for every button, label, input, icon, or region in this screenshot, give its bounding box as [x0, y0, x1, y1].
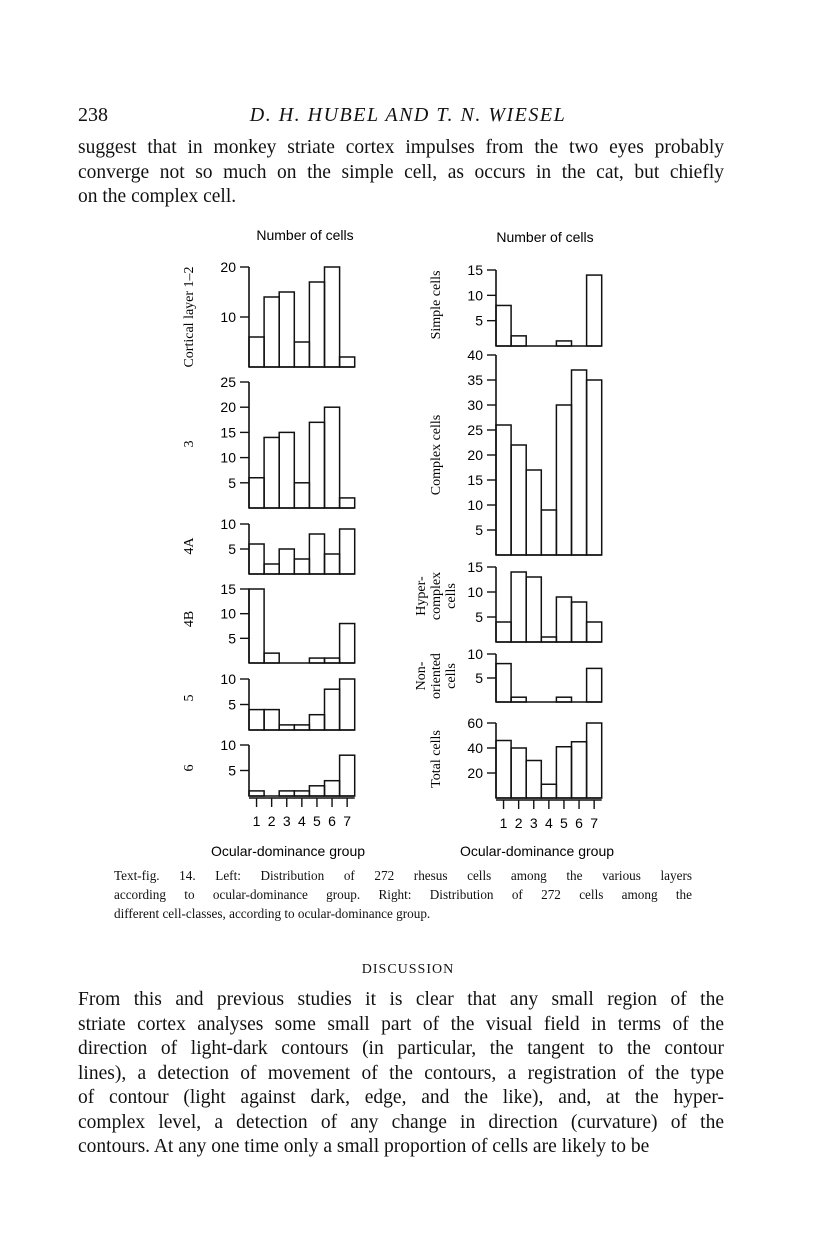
panel-label-line: 4B: [182, 610, 197, 628]
bar: [496, 425, 511, 555]
bar: [309, 786, 324, 796]
chart-panel-5: [182, 671, 355, 730]
bar: [340, 679, 355, 730]
y-tick-label: 5: [228, 696, 236, 713]
y-tick-label: 25: [220, 374, 236, 390]
chart-panel-8: [429, 347, 602, 555]
bar: [526, 470, 541, 555]
text-line: lines), a detection of movement of the contours, a registration of the type: [78, 1062, 724, 1084]
bar: [264, 437, 279, 508]
caption-line: Text-fig. 14. Left: Distribution of 272 rhesus cells among the various layers: [114, 868, 692, 883]
bar: [587, 723, 602, 798]
y-tick-label: 15: [467, 472, 483, 488]
panel-label-line: Simple cells: [429, 270, 444, 340]
y-tick-label: 15: [467, 262, 483, 278]
running-head: D. H. HUBEL AND T. N. WIESEL: [249, 104, 567, 126]
bar: [249, 478, 264, 508]
panel-label-line: cells: [444, 663, 459, 689]
y-tick-label: 5: [475, 522, 483, 538]
page-number: 238: [78, 104, 108, 126]
bar: [309, 534, 324, 574]
y-tick-label: 60: [467, 715, 483, 731]
caption-line: according to ocular-dominance group. Right: Distribution of 272 cells among the: [114, 887, 692, 902]
y-tick-label: 10: [220, 671, 236, 687]
chart-panel-3: [182, 516, 355, 574]
bar: [249, 589, 264, 663]
bar: [249, 710, 264, 730]
y-tick-label: 10: [220, 516, 236, 532]
panel-label-line: Total cells: [429, 730, 444, 788]
bar: [511, 572, 526, 642]
y-tick-label: 5: [228, 762, 236, 779]
bar: [340, 624, 355, 663]
panel-label-line: 5: [182, 694, 197, 702]
bar: [264, 297, 279, 367]
panel-label: [182, 765, 197, 772]
chart-panel-9: [414, 559, 602, 642]
figure-caption: [114, 866, 692, 923]
bar: [511, 336, 526, 346]
y-tick-label: 40: [467, 740, 483, 756]
bar: [556, 597, 571, 642]
y-tick-label: 35: [467, 372, 483, 388]
bar: [587, 275, 602, 346]
left-title: Number of cells: [256, 227, 354, 243]
panel-label: [414, 572, 459, 620]
bar: [294, 483, 309, 508]
y-tick-label: 10: [467, 646, 483, 662]
bar: [309, 422, 324, 508]
text-line: From this and previous studies it is clear that any small region of the: [78, 989, 724, 1010]
x-tick-label: 4: [297, 813, 306, 829]
chart-panel-6: [182, 737, 355, 796]
right-title: Number of cells: [496, 229, 594, 245]
bar: [496, 622, 511, 642]
panel-label: [182, 266, 197, 367]
bar: [556, 405, 571, 555]
bar: [340, 529, 355, 574]
y-tick-label: 15: [220, 581, 236, 597]
y-tick-label: 10: [220, 605, 236, 622]
x-tick-label: 1: [499, 815, 508, 831]
bar: [325, 554, 340, 574]
x-tick-label: 2: [267, 813, 276, 829]
x-axis-right: [496, 800, 602, 831]
x-tick-label: 3: [529, 815, 538, 831]
panel-label: [429, 271, 444, 340]
bar: [325, 689, 340, 730]
section-heading: DISCUSSION: [361, 962, 455, 977]
bar: [556, 747, 571, 798]
y-tick-label: 40: [467, 347, 483, 363]
bar: [309, 282, 324, 367]
discussion-paragraph: [78, 988, 724, 1160]
plot-area: [182, 259, 602, 831]
bar: [572, 742, 587, 798]
panel-label: [414, 653, 459, 699]
bar: [496, 664, 511, 702]
y-tick-label: 10: [220, 449, 236, 466]
bar: [325, 407, 340, 508]
bar: [279, 549, 294, 574]
text-line: direction of light-dark contours (in particular, the tangent to the contour: [78, 1038, 724, 1059]
left-xlabel: Ocular-dominance group: [210, 843, 366, 859]
text-line: on the complex cell.: [78, 186, 237, 207]
y-tick-label: 25: [467, 422, 483, 438]
y-tick-label: 5: [228, 474, 236, 491]
bar: [587, 668, 602, 702]
bar: [325, 781, 340, 796]
y-tick-label: 5: [228, 541, 236, 557]
y-tick-label: 10: [220, 737, 236, 753]
y-tick-label: 20: [220, 259, 236, 275]
bar: [279, 292, 294, 367]
x-tick-label: 5: [313, 813, 321, 829]
bar: [325, 267, 340, 367]
chart-panel-7: [429, 262, 602, 346]
chart-panel-4: [182, 581, 355, 663]
y-tick-label: 20: [467, 447, 483, 463]
x-tick-label: 7: [590, 815, 599, 831]
panel-label-line: cells: [444, 583, 459, 609]
chart-panel-10: [414, 646, 602, 702]
panel-label: [182, 537, 197, 555]
bar: [249, 337, 264, 367]
y-tick-label: 20: [467, 765, 483, 781]
panel-label-line: Hyper-: [414, 576, 429, 616]
bar: [279, 432, 294, 508]
bar: [264, 564, 279, 574]
y-tick-label: 10: [220, 309, 236, 325]
right-xlabel: Ocular-dominance group: [459, 843, 615, 859]
chart-panel-1: [182, 259, 355, 368]
panel-label: [429, 415, 444, 496]
y-tick-label: 10: [467, 584, 483, 600]
panel-label: [182, 695, 197, 702]
chart-panel-11: [429, 715, 602, 798]
panel-label-line: oriented: [429, 653, 444, 699]
y-tick-label: 5: [475, 670, 483, 686]
panel-label-line: Complex cells: [429, 414, 444, 496]
y-tick-label: 30: [467, 397, 483, 413]
bar: [496, 305, 511, 346]
bar: [556, 341, 571, 346]
bar: [496, 741, 511, 799]
text-line: contours. At any one time only a small proportion of cells are likely to be: [78, 1136, 650, 1157]
bar: [249, 544, 264, 574]
bar: [294, 725, 309, 730]
x-axis-left: [249, 798, 355, 829]
y-tick-label: 20: [220, 399, 236, 416]
x-tick-label: 3: [282, 813, 291, 829]
y-tick-label: 5: [475, 609, 483, 625]
x-tick-label: 7: [343, 813, 352, 829]
y-tick-label: 10: [467, 287, 483, 304]
x-tick-label: 4: [544, 815, 553, 831]
bar: [309, 715, 324, 730]
bar: [511, 748, 526, 798]
bar: [264, 653, 279, 663]
y-tick-label: 5: [228, 630, 236, 647]
panel-label: [182, 441, 197, 448]
bar: [294, 559, 309, 574]
bar: [541, 510, 556, 555]
bar: [340, 755, 355, 796]
x-tick-label: 6: [328, 813, 336, 829]
panel-label-line: 3: [182, 440, 197, 448]
bar: [526, 761, 541, 799]
x-tick-label: 6: [575, 815, 583, 831]
x-tick-label: 2: [514, 815, 523, 831]
y-tick-label: 15: [467, 559, 483, 575]
bar: [294, 791, 309, 796]
panel-label-line: Cortical layer 1–2: [182, 266, 197, 368]
panel-label-line: complex: [429, 571, 444, 621]
y-tick-label: 10: [467, 497, 483, 513]
panel-label: [182, 611, 197, 627]
bar: [572, 370, 587, 555]
chart-panel-2: [182, 374, 355, 508]
bar: [279, 791, 294, 796]
text-line: suggest that in monkey striate cortex impulses from the two eyes probably: [78, 137, 724, 158]
bar: [279, 725, 294, 730]
x-tick-label: 1: [252, 813, 261, 829]
bar: [541, 784, 556, 798]
bar: [340, 357, 355, 367]
y-tick-label: 5: [475, 312, 483, 329]
bar: [511, 445, 526, 555]
bar: [294, 342, 309, 367]
bar: [572, 602, 587, 642]
panel-label-line: Non-: [414, 661, 429, 691]
panel-label: [429, 730, 444, 788]
x-tick-label: 5: [560, 815, 568, 831]
text-line: complex level, a detection of any change in direction (curvature) of the: [78, 1111, 724, 1133]
caption-line: different cell-classes, according to ocular-dominance group.: [114, 906, 431, 921]
bar: [587, 622, 602, 642]
bar: [587, 380, 602, 555]
bar: [526, 577, 541, 642]
text-line: converge not so much on the simple cell, as occurs in the cat, but chiefly: [78, 161, 724, 183]
bar: [264, 710, 279, 730]
bar: [340, 498, 355, 508]
panel-label-line: 6: [182, 764, 197, 772]
panel-label-line: 4A: [182, 537, 197, 555]
text-line: striate cortex analyses some small part of the visual field in terms of the: [78, 1013, 724, 1035]
y-tick-label: 15: [220, 424, 236, 441]
text-line: of contour (light against dark, edge, and the like), and, at the hyper-: [78, 1087, 724, 1108]
bar: [249, 791, 264, 796]
